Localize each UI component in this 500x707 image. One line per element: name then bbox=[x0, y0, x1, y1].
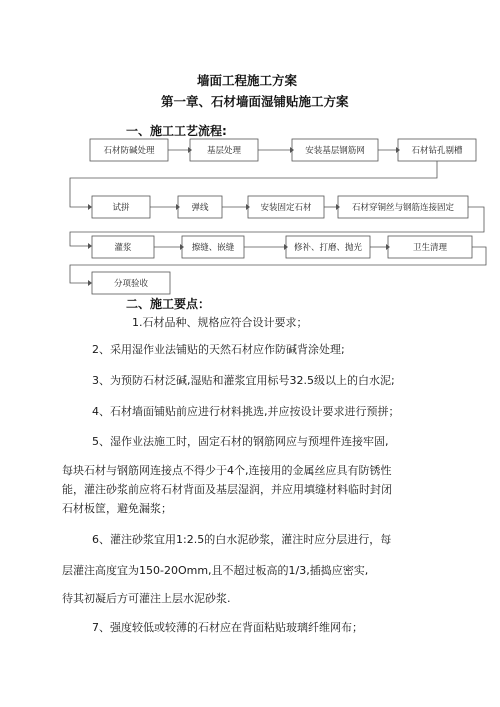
point-line: 5、湿作业法施工时，固定石材的钢筋网应与预埋件连接牢固, bbox=[92, 435, 389, 448]
point-line: 1.石材品种、规格应符合设计要求； bbox=[132, 316, 308, 329]
flow-label: 安装基层钢筋网 bbox=[305, 146, 365, 156]
point-line: 2、采用湿作业法铺贴的天然石材应作防碱背涂处理; bbox=[92, 343, 345, 356]
section-heading-process: 一、施工工艺流程: bbox=[126, 124, 227, 138]
flow-label: 灌浆 bbox=[114, 243, 132, 253]
point-line: 3、为预防石材泛碱,湿贴和灌浆宜用标号32.5级以上的白水泥; bbox=[92, 374, 395, 387]
point-line: 6、灌注砂浆宜用1:2.5的白水泥砂浆，灌注时应分层进行，每 bbox=[92, 533, 392, 546]
point-line: 4、石材墙面铺贴前应进行材料挑选,并应按设计要求进行预拼； bbox=[92, 405, 400, 418]
flow-label: 石材穿铜丝与钢筋连接固定 bbox=[351, 203, 455, 213]
chapter-heading: 第一章、石材墙面湿铺贴施工方案 bbox=[161, 94, 349, 109]
flow-label: 试拼 bbox=[112, 203, 130, 213]
flow-label: 修补、打磨、抛光 bbox=[293, 243, 363, 253]
flow-label: 弹线 bbox=[191, 203, 209, 213]
point-line: 待其初凝后方可灌注上层水泥砂浆. bbox=[62, 592, 231, 605]
flow-label: 卫生清理 bbox=[412, 243, 448, 253]
flow-label: 石材钻孔剔槽 bbox=[411, 146, 463, 156]
section-heading-key-points: 二、施工要点： bbox=[126, 297, 211, 311]
flow-label: 擦缝、嵌缝 bbox=[191, 243, 235, 253]
flow-label: 分项验收 bbox=[113, 279, 149, 289]
point-line: 层灌注高度宜为150-20Omm,且不超过板高的1/3,插捣应密实, bbox=[62, 564, 369, 577]
point-line: 能，灌注砂浆前应将石材背面及基层湿润，并应用填缝材料临时封闭 bbox=[62, 483, 392, 496]
point-line: 石材板筐，避免漏浆； bbox=[62, 502, 172, 515]
flow-label: 基层处理 bbox=[206, 146, 242, 156]
flow-label: 安装固定石材 bbox=[260, 203, 312, 213]
point-line: 每块石材与钢筋网连接点不得少于4个,连接用的金属丝应具有防锈性 bbox=[62, 464, 392, 477]
point-line: 7、强度较低或较薄的石材应在背面粘贴玻璃纤维网布； bbox=[92, 621, 363, 634]
flow-label: 石材防碱处理 bbox=[103, 146, 155, 156]
document-title: 墙面工程施工方案 bbox=[197, 73, 298, 88]
